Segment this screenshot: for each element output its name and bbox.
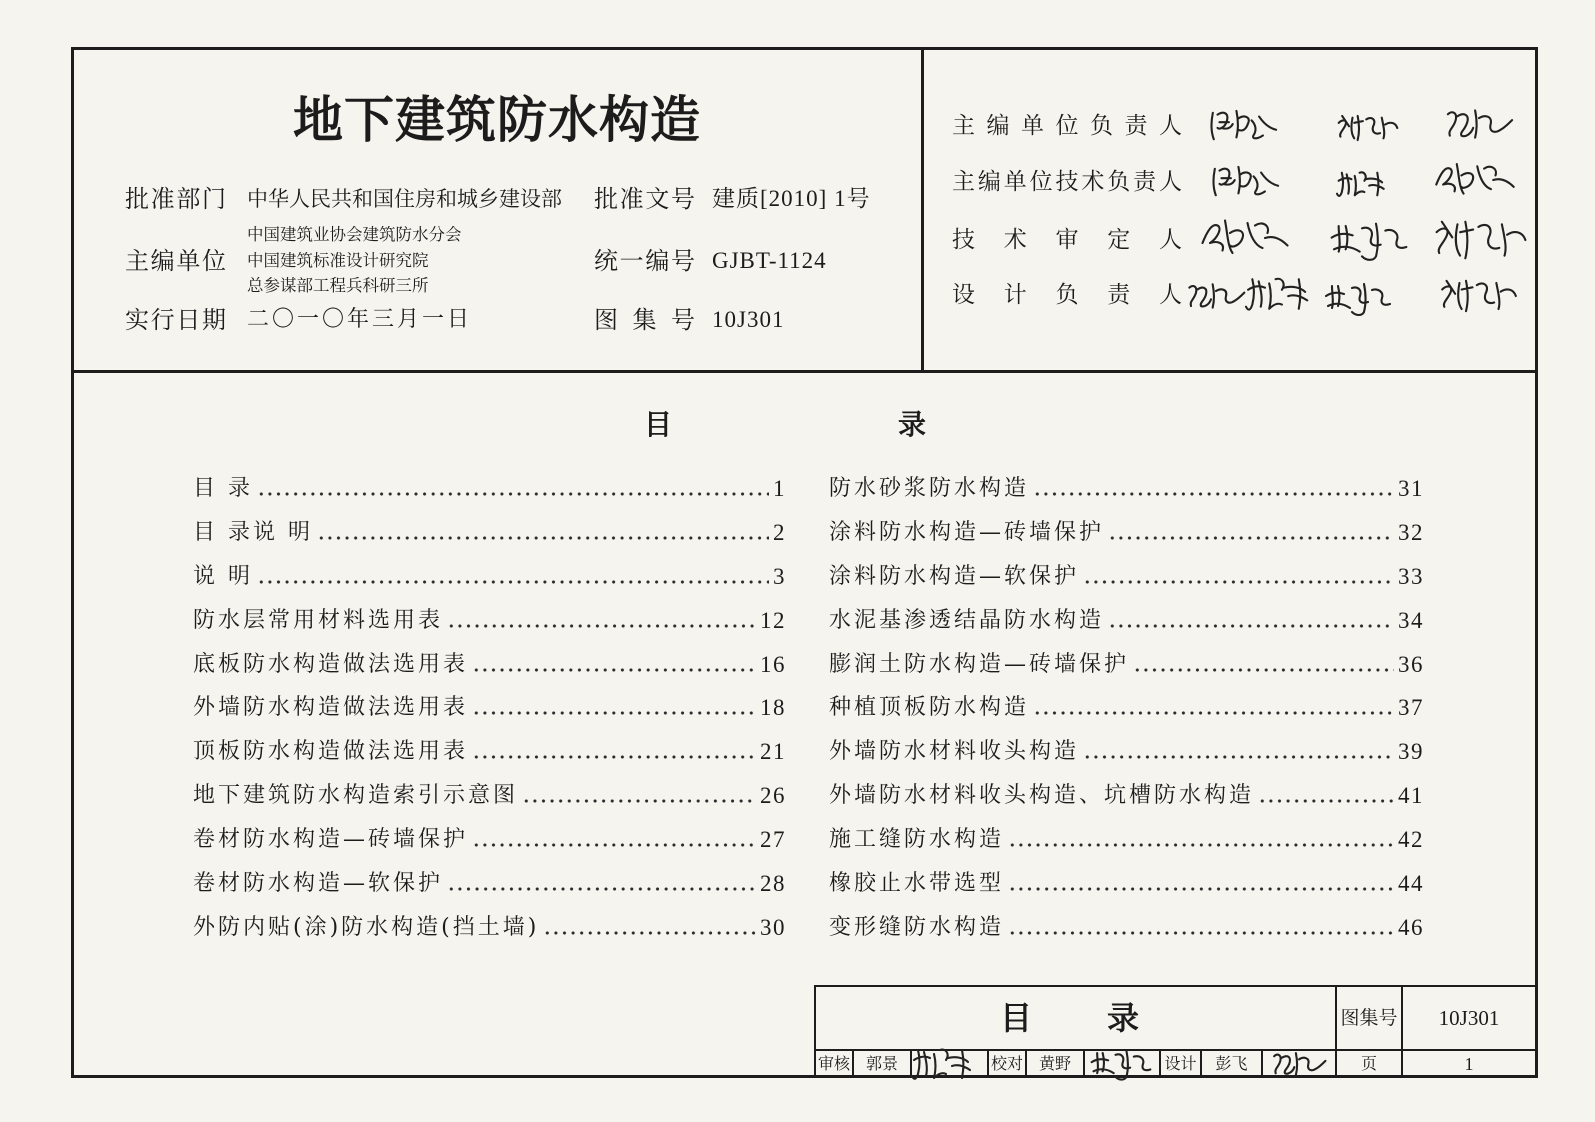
toc-entry-title: 地下建筑防水构造索引示意图 — [193, 783, 519, 809]
char: 行 — [150, 306, 175, 334]
tb-reviewer: 郭景 — [865, 1054, 898, 1073]
char: 目 — [644, 408, 673, 441]
toc-entry-page: 12 — [760, 607, 786, 633]
tb-row-divider — [816, 1049, 1538, 1051]
char: 单 — [1021, 113, 1044, 139]
dot-leader — [1108, 623, 1394, 629]
dot-leader — [447, 886, 756, 892]
toc-entry-page: 21 — [760, 739, 786, 765]
char: 集 — [632, 306, 657, 334]
tb-atlas-no-label: 图集号 — [1340, 1007, 1398, 1029]
tb-cell-divider — [910, 1049, 912, 1078]
tb-design-label: 设计 — [1164, 1054, 1197, 1073]
toc-entry — [193, 906, 786, 950]
toc-entry-page: 34 — [1398, 607, 1424, 633]
toc-entry — [193, 818, 786, 862]
toc-entry-title: 水泥基渗透结晶防水构造 — [829, 607, 1105, 633]
dot-leader — [1108, 535, 1394, 541]
char: 号 — [671, 306, 695, 334]
tb-check-label: 校对 — [990, 1054, 1023, 1073]
approval-doc-value: 建质[2010] 1号 — [712, 186, 871, 211]
toc-entry-title: 外墙防水构造做法选用表 — [193, 695, 469, 721]
toc-entry-title: 目 录说 明 — [193, 519, 313, 545]
char: 负 — [1090, 113, 1113, 139]
toc-entry-page: 18 — [760, 695, 786, 721]
char: 图 — [594, 306, 618, 334]
toc-entry-title: 膨润土防水构造—砖墙保护 — [829, 651, 1130, 677]
dot-leader — [1033, 710, 1394, 716]
tb-designer: 彭飞 — [1215, 1054, 1248, 1073]
char: 人 — [1159, 227, 1182, 253]
toc-entry — [829, 774, 1424, 818]
toc-entry-title: 外墙防水材料收头构造 — [829, 739, 1080, 765]
toc-entry — [829, 467, 1424, 511]
toc-entry — [193, 730, 786, 774]
dot-leader — [1083, 754, 1394, 760]
approval-dept-value: 中华人民共和国住房和城乡建设部 — [247, 187, 562, 211]
toc-entry — [193, 467, 786, 511]
tb-atlas-no-value: 10J301 — [1438, 1006, 1500, 1030]
toc-entry-title: 卷材防水构造—软保护 — [193, 870, 444, 896]
tb-checker: 黄野 — [1038, 1054, 1071, 1073]
toc-entry-page: 44 — [1398, 870, 1424, 896]
toc-entry — [829, 906, 1424, 950]
dot-leader — [447, 623, 756, 629]
dot-leader — [543, 930, 756, 936]
toc-entry-title: 橡胶止水带选型 — [829, 870, 1005, 896]
dot-leader — [317, 535, 769, 541]
toc-entry — [193, 686, 786, 730]
dot-leader — [472, 842, 756, 848]
unified-no-label — [594, 246, 695, 276]
toc-entry-title: 说 明 — [193, 563, 253, 589]
char: 录 — [897, 408, 926, 441]
toc-entry — [193, 862, 786, 906]
toc-right-column — [829, 467, 1424, 950]
char: 审 — [1055, 227, 1079, 253]
effective-date-label — [125, 305, 226, 335]
toc-entry-page: 27 — [760, 827, 786, 853]
toc-entry — [193, 555, 786, 599]
toc-entry-title: 变形缝防水构造 — [829, 914, 1005, 940]
toc-entry-title: 涂料防水构造—软保护 — [829, 563, 1080, 589]
char: 术 — [1003, 227, 1027, 253]
char: 批 — [594, 185, 618, 213]
toc-entry-page: 39 — [1398, 739, 1424, 765]
responsible-technical-review — [952, 225, 1182, 255]
toc-left-column — [193, 467, 786, 950]
char: 号 — [670, 185, 695, 213]
char: 批 — [125, 185, 149, 213]
toc-entry-page: 28 — [760, 870, 786, 896]
toc-entry-title: 涂料防水构造—砖墙保护 — [829, 519, 1105, 545]
toc-entry — [193, 511, 786, 555]
char: 门 — [201, 185, 226, 213]
atlas-title: 地下建筑防水构造 — [293, 91, 701, 149]
toc-entry-page: 26 — [760, 783, 786, 809]
unified-no-value: GJBT-1124 — [712, 248, 827, 273]
toc-entry-page: 36 — [1398, 651, 1424, 677]
toc-entry-title: 底板防水构造做法选用表 — [193, 651, 469, 677]
char: 术 — [1081, 169, 1105, 195]
char: 责 — [1133, 169, 1157, 195]
char: 文 — [645, 185, 670, 213]
toc-entry-title: 防水层常用材料选用表 — [193, 607, 444, 633]
dot-leader — [472, 754, 756, 760]
dot-leader — [472, 710, 756, 716]
toc-entry — [829, 862, 1424, 906]
toc-entry-page: 41 — [1398, 783, 1424, 809]
toc-entry-title: 外墙防水材料收头构造、坑槽防水构造 — [829, 783, 1255, 809]
char: 计 — [1003, 282, 1027, 308]
char: 责 — [1107, 282, 1131, 308]
toc-entry-page: 32 — [1398, 519, 1424, 545]
char: 编 — [986, 113, 1010, 139]
toc-entry-title: 种植顶板防水构造 — [829, 695, 1030, 721]
dot-leader — [257, 579, 769, 585]
toc-entry-page: 16 — [760, 651, 786, 677]
char: 录 — [1106, 999, 1139, 1037]
char: 编 — [645, 247, 670, 275]
toc-entry — [829, 555, 1424, 599]
toc-entry — [193, 599, 786, 643]
approval-doc-label — [594, 184, 695, 214]
responsible-chief-unit — [952, 111, 1182, 141]
toc-entry-title: 施工缝防水构造 — [829, 827, 1005, 853]
toc-entry — [829, 599, 1424, 643]
char: 位 — [1055, 113, 1079, 139]
char: 实 — [125, 306, 149, 334]
toc-entry — [829, 730, 1424, 774]
char: 日 — [176, 306, 201, 334]
char: 部 — [176, 185, 201, 213]
toc-entry-title: 防水砂浆防水构造 — [829, 475, 1030, 501]
atlas-no-value: 10J301 — [712, 307, 785, 332]
char: 统 — [594, 247, 618, 275]
toc-entry-page: 37 — [1398, 695, 1424, 721]
dot-leader — [1133, 667, 1394, 673]
toc-entry — [829, 818, 1424, 862]
tb-cell-divider — [1261, 1049, 1263, 1078]
char: 主 — [952, 169, 975, 195]
tb-sheet-title — [1000, 996, 1139, 1040]
dot-leader — [522, 798, 756, 804]
atlas-no-label — [594, 305, 695, 335]
char: 主 — [952, 113, 975, 139]
char: 人 — [1159, 113, 1182, 139]
tb-page-label: 页 — [1360, 1054, 1377, 1073]
header-divider-horizontal — [71, 370, 1538, 373]
dot-leader — [1033, 491, 1394, 497]
char: 准 — [150, 185, 175, 213]
toc-entry — [829, 643, 1424, 687]
tb-review-label: 审核 — [817, 1054, 850, 1073]
toc-entry — [193, 774, 786, 818]
toc-entry-page: 2 — [773, 519, 786, 545]
char: 位 — [201, 247, 226, 275]
char: 技 — [952, 227, 975, 253]
dot-leader — [1083, 579, 1394, 585]
chief-editor-label — [125, 246, 226, 276]
char: 准 — [619, 185, 644, 213]
char: 编 — [150, 247, 175, 275]
char: 责 — [1124, 113, 1148, 139]
toc-entry-page: 3 — [773, 563, 786, 589]
responsible-chief-unit-technical — [952, 167, 1182, 197]
header-divider-vertical — [921, 47, 924, 372]
dot-leader — [1008, 930, 1394, 936]
tb-page-value: 1 — [1464, 1054, 1474, 1074]
char: 号 — [670, 247, 695, 275]
char: 定 — [1107, 227, 1131, 253]
char: 位 — [1029, 169, 1053, 195]
char: 一 — [619, 247, 644, 275]
toc-entry-page: 31 — [1398, 475, 1424, 501]
toc-entry-page: 30 — [760, 914, 786, 940]
toc-entry-page: 33 — [1398, 563, 1424, 589]
title-block — [814, 985, 1538, 1078]
toc-entry — [829, 511, 1424, 555]
toc-entry-title: 外防内贴(涂)防水构造(挡土墙) — [193, 914, 540, 940]
toc-entry-title: 顶板防水构造做法选用表 — [193, 739, 469, 765]
char: 编 — [977, 169, 1001, 195]
tb-cell-divider — [1083, 1049, 1085, 1078]
char: 目 — [1000, 999, 1033, 1037]
toc-entry — [193, 643, 786, 687]
dot-leader — [1258, 798, 1394, 804]
dot-leader — [257, 491, 769, 497]
toc-entry-page: 42 — [1398, 827, 1424, 853]
approval-dept-label — [125, 184, 226, 214]
dot-leader — [1008, 886, 1394, 892]
chief-editor-1: 中国建筑业协会建筑防水分会 — [247, 225, 462, 244]
toc-entry — [829, 686, 1424, 730]
char: 单 — [176, 247, 201, 275]
dot-leader — [1008, 842, 1394, 848]
toc-entry-page: 1 — [773, 475, 786, 501]
char: 人 — [1159, 169, 1182, 195]
char: 人 — [1159, 282, 1182, 308]
toc-heading — [644, 407, 926, 443]
char: 期 — [201, 306, 226, 334]
chief-editor-3: 总参谋部工程兵科研三所 — [247, 276, 429, 295]
effective-date-value: 二〇一〇年三月一日 — [247, 307, 473, 332]
char: 设 — [952, 282, 975, 308]
dot-leader — [472, 667, 756, 673]
char: 技 — [1055, 169, 1079, 195]
toc-entry-title: 目 录 — [193, 475, 253, 501]
chief-editor-2: 中国建筑标准设计研究院 — [247, 251, 429, 270]
char: 负 — [1107, 169, 1131, 195]
responsible-design — [952, 280, 1182, 310]
char: 负 — [1055, 282, 1079, 308]
char: 主 — [125, 247, 149, 275]
toc-entry-title: 卷材防水构造—砖墙保护 — [193, 827, 469, 853]
char: 单 — [1003, 169, 1027, 195]
toc-entry-page: 46 — [1398, 914, 1424, 940]
